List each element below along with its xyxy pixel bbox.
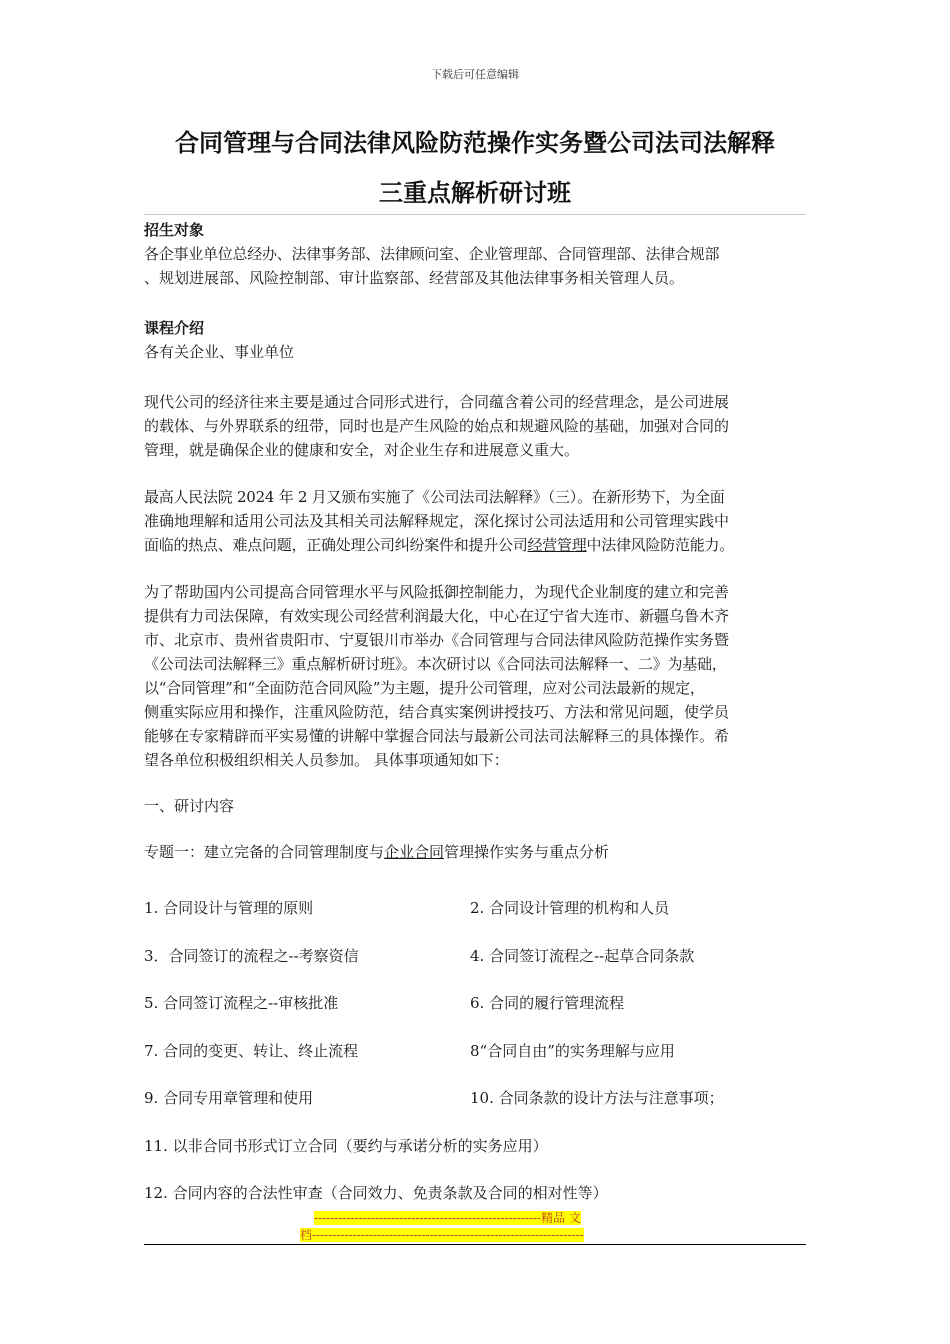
paragraph-line: 《公司法司法解释三》重点解析研讨班》。本次研讨以《合同法司法解释一、二》为基础， [144, 655, 727, 673]
item-row [144, 896, 806, 944]
list-item: 2. 合同设计管理的机构和人员 [470, 899, 670, 917]
list-item: 10. 合同条款的设计方法与注意事项； [470, 1089, 724, 1107]
list-item: 6. 合同的履行管理流程 [470, 994, 625, 1012]
paragraph-line: 提供有力司法保障，有效实现公司经营利润最大化，中心在辽宁省大连市、新疆乌鲁木齐 [144, 607, 730, 625]
list-item: 4. 合同签订流程之--起草合同条款 [470, 946, 695, 965]
topic-one [144, 840, 806, 864]
item-row [144, 944, 806, 992]
footer-mark-line-2: 档------------------------------------------------------------------- [300, 1228, 584, 1242]
paragraph-2 [144, 485, 806, 557]
list-item: 12. 合同内容的合法性审查（合同效力、免责条款及合同的相对性等） [144, 1184, 608, 1202]
paragraph-line: 准确地理解和适用公司法及其相关司法解释规定，深化探讨公司法适用和公司管理实践中 [144, 512, 730, 530]
paragraph-line: 为了帮助国内公司提高合同管理水平与风险抵御控制能力，为现代企业制度的建立和完善 [144, 583, 730, 601]
document-body [144, 218, 806, 864]
paragraph-line: 的载体、与外界联系的纽带，同时也是产生风险的始点和规避风险的基础，加强对合同的 [144, 417, 730, 435]
title-line-2: 三重点解析研讨班 [379, 179, 571, 207]
paragraph-line: 能够在专家精辟而平实易懂的讲解中掌握合同法与最新公司法司法解释三的具体操作。希 [144, 727, 730, 745]
paragraph-line: 以“合同管理”和“全面防范合同风险”为主题，提升公司管理，应对公司法最新的规定， [144, 679, 705, 697]
list-item: 7. 合同的变更、转让、终止流程 [144, 1041, 359, 1060]
course-heading: 课程介绍 [144, 319, 205, 337]
text-segment: 专题一：建立完备的合同管理制度与 [144, 843, 385, 861]
header-note: 下载后可任意编辑 [431, 68, 519, 81]
text-segment: 管理操作实务与重点分析 [444, 843, 610, 861]
page-title [130, 118, 820, 218]
item-row [144, 991, 806, 1039]
research-heading: 一、研讨内容 [144, 797, 235, 815]
footer-mark-line-1: --------------------------------------------------------精品 文 [314, 1211, 581, 1225]
paragraph-line [144, 533, 806, 557]
paragraph-line: 现代公司的经济往来主要是通过合同形式进行，合同蕴含着公司的经营理念，是公司进展 [144, 393, 730, 411]
title-line-1: 合同管理与合同法律风险防范操作实务暨公司法司法解释 [175, 129, 775, 157]
footer-watermark [300, 1210, 650, 1244]
list-item: 9. 合同专用章管理和使用 [144, 1089, 314, 1107]
list-item: 3．合同签订的流程之--考察资信 [144, 946, 359, 965]
list-item: 8“合同自由”的实务理解与应用 [470, 1041, 675, 1060]
paragraph-line: 侧重实际应用和操作，注重风险防范，结合真实案例讲授技巧、方法和常见问题，使学员 [144, 703, 730, 721]
paragraph-3 [144, 580, 806, 772]
paragraph-1 [144, 390, 806, 462]
course-subtitle: 各有关企业、事业单位 [144, 343, 295, 361]
title-divider [144, 214, 806, 215]
topic-item-list [144, 896, 806, 1229]
item-row [144, 1039, 806, 1087]
business-management-link[interactable]: 经营管理 [527, 536, 587, 554]
list-item: 5. 合同签订流程之--审核批准 [144, 994, 339, 1012]
enrollment-heading: 招生对象 [144, 221, 205, 239]
text-segment: 中法律风险防范能力。 [586, 536, 735, 554]
enrollment-text-line-2: 、规划进展部、风险控制部、审计监察部、经营部及其他法律事务相关管理人员。 [144, 269, 685, 287]
paragraph-line: 最高人民法院 2024 年 2 月又颁布实施了《公司法司法解释》（三）。在新形势下，为全面 [144, 488, 725, 506]
paragraph-line: 市、北京市、贵州省贵阳市、宁夏银川市举办《合同管理与合同法律风险防范操作实务暨 [144, 631, 730, 649]
list-item: 11. 以非合同书形式订立合同（要约与承诺分析的实务应用） [144, 1136, 548, 1155]
footer-divider [144, 1244, 806, 1245]
enrollment-text-line-1: 各企事业单位总经办、法律事务部、法律顾问室、企业管理部、合同管理部、法律合规部 [144, 245, 720, 263]
item-row [144, 1134, 806, 1182]
paragraph-line: 管理，就是确保企业的健康和安全，对企业生存和进展意义重大。 [144, 441, 580, 459]
item-row [144, 1086, 806, 1134]
text-segment: 面临的热点、难点问题，正确处理公司纠纷案件和提升公司 [144, 536, 528, 554]
paragraph-line: 望各单位积极组织相关人员参加。 具体事项通知如下： [144, 751, 509, 769]
enterprise-contract-link[interactable]: 企业合同 [384, 843, 445, 861]
list-item: 1. 合同设计与管理的原则 [144, 899, 314, 917]
